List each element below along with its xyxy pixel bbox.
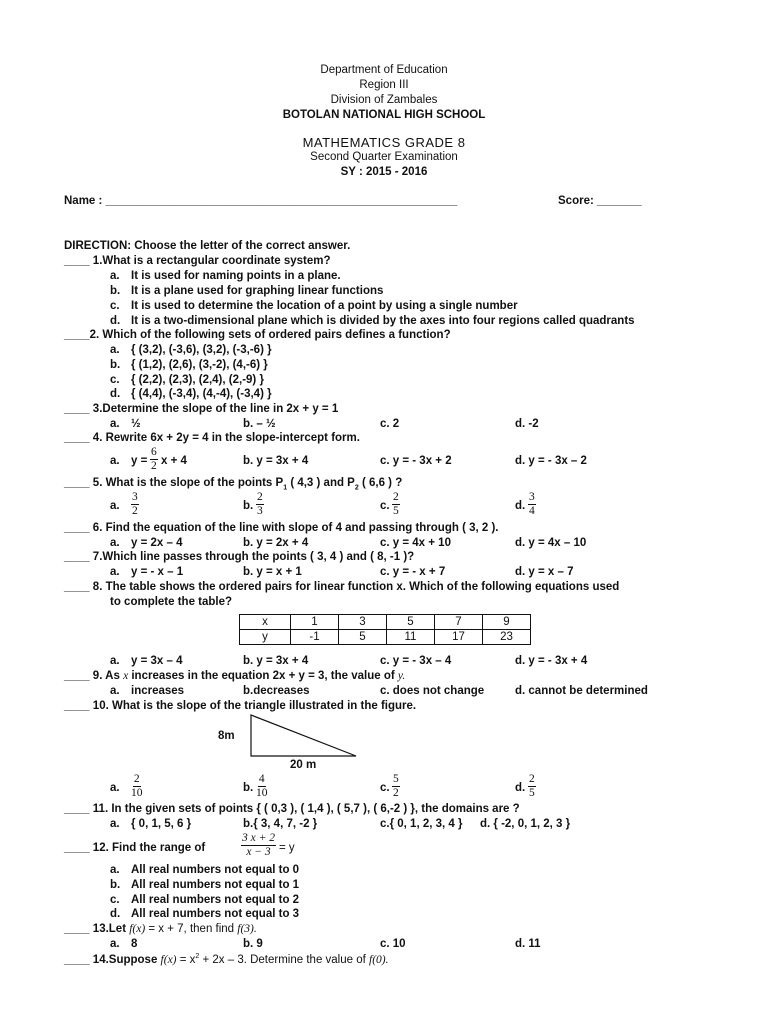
q10-letter-c: c. <box>380 782 390 794</box>
q6-option-a: y = 2x – 4 <box>131 537 183 549</box>
q1-letter-a: a. <box>110 270 120 282</box>
q8-option-d: d. y = - 3x + 4 <box>515 655 588 667</box>
q2-option-d: { (4,4), (-3,4), (4,-4), (-3,4) } <box>131 388 272 400</box>
q10-option-b-fraction: $\frac{4}{10}$ <box>256 773 268 799</box>
q6-option-d: d. y = 4x – 10 <box>515 537 587 549</box>
q1-letter-b: b. <box>110 285 121 297</box>
q4-option-a-pre: y = <box>131 455 148 467</box>
q9-option-b: b.decreases <box>243 685 310 697</box>
table-row <box>240 615 531 630</box>
exam-title: Second Quarter Examination <box>310 151 458 163</box>
q12-fraction: $\frac{3 x + 2}{x - 3}$ <box>242 832 275 858</box>
table-cell: 11 <box>387 630 435 645</box>
table-cell: -1 <box>291 630 339 645</box>
q12-option-c: All real numbers not equal to 2 <box>131 894 300 906</box>
header-line1: Department of Education <box>320 64 448 76</box>
q6-letter-a: a. <box>110 537 120 549</box>
q13-letter-a: a. <box>110 938 120 950</box>
q10-letter-d: d. <box>515 782 526 794</box>
q12-question: ____ 12. Find the range of <box>64 842 206 854</box>
q7-option-d: d. y = x – 7 <box>515 566 574 578</box>
table-cell: 7 <box>435 615 483 630</box>
table-cell: 17 <box>435 630 483 645</box>
q13-option-a: 8 <box>131 938 138 950</box>
q5-letter-c: c. <box>380 500 390 512</box>
q5-option-d-fraction: $\frac{3}{4}$ <box>529 491 535 517</box>
q2-letter-b: b. <box>110 359 121 371</box>
q7-option-c: c. y = - x + 7 <box>380 566 446 578</box>
q9-option-a: increases <box>131 685 185 697</box>
q2-letter-d: d. <box>110 388 121 400</box>
table-row <box>240 630 531 645</box>
q1-letter-d: d. <box>110 315 121 327</box>
q4-question: ____ 4. Rewrite 6x + 2y = 4 in the slope-intercept form. <box>64 432 360 444</box>
q11-letter-a: a. <box>110 818 120 830</box>
q2-letter-a: a. <box>110 344 120 356</box>
q13-option-b: b. 9 <box>243 938 263 950</box>
q13-option-d: d. 11 <box>515 938 541 950</box>
name-field: Name : _______________________________________________________ <box>64 195 458 207</box>
q4-option-d: d. y = - 3x – 2 <box>515 455 587 467</box>
header-line2: Region III <box>359 79 409 91</box>
q5-question: ____ 5. What is the slope of the points $P_1$ ( 4,3 ) and $P_2$ ( 6,6 ) ? <box>64 477 403 492</box>
q11-option-a: { 0, 1, 5, 6 } <box>131 818 192 830</box>
score-field: Score: _______ <box>558 195 642 207</box>
q4-option-b: b. y = 3x + 4 <box>243 455 309 467</box>
q10-option-d-fraction: $\frac{2}{5}$ <box>529 773 535 799</box>
q9-question: ____ 9. As x increases in the equation 2x + y = 3, the value of y. <box>64 670 406 682</box>
triangle-base-label: 20 m <box>290 759 317 771</box>
q12-option-d: All real numbers not equal to 3 <box>131 908 300 920</box>
header-line3: Division of Zambales <box>330 94 438 106</box>
q4-letter-a: a. <box>110 455 120 467</box>
school-name: BOTOLAN NATIONAL HIGH SCHOOL <box>282 109 486 121</box>
q11-question: ____ 11. In the given sets of points { ( 0,3 ), ( 1,4 ), ( 5,7 ), ( 6,-2 ) }, the domains are ? <box>64 803 520 815</box>
q9-option-c: c. does not change <box>380 685 485 697</box>
q11-option-b: b.{ 3, 4, 7, -2 } <box>243 818 318 830</box>
table-cell: 9 <box>483 615 531 630</box>
values-table <box>239 614 531 645</box>
q3-letter-a: a. <box>110 418 120 430</box>
q1-option-c: It is used to determine the location of a point by using a single number <box>131 300 518 312</box>
q5-letter-b: b. <box>243 500 254 512</box>
q8-question-cont: to complete the table? <box>110 596 233 608</box>
table-cell: x <box>240 615 291 630</box>
table-cell: 3 <box>339 615 387 630</box>
q12-letter-d: d. <box>110 908 121 920</box>
q10-letter-b: b. <box>243 782 254 794</box>
q6-option-b: b. y = 2x + 4 <box>243 537 309 549</box>
q9-option-d: d. cannot be determined <box>515 685 648 697</box>
q1-option-d: It is a two-dimensional plane which is divided by the axes into four regions called quadrants <box>131 315 635 327</box>
q7-question: ____ 7.Which line passes through the points ( 3, 4 ) and ( 8, -1 )? <box>64 551 415 563</box>
q2-letter-c: c. <box>110 374 120 386</box>
q6-option-c: c. y = 4x + 10 <box>380 537 451 549</box>
q8-option-b: b. y = 3x + 4 <box>243 655 309 667</box>
q10-letter-a: a. <box>110 782 120 794</box>
q5-letter-a: a. <box>110 500 120 512</box>
q12-option-b: All real numbers not equal to 1 <box>131 879 300 891</box>
q7-option-a: y = - x – 1 <box>131 566 184 578</box>
q9-letter-a: a. <box>110 685 120 697</box>
q8-option-c: c. y = - 3x – 4 <box>380 655 452 667</box>
table-cell: 5 <box>387 615 435 630</box>
q4-option-c: c. y = - 3x + 2 <box>380 455 452 467</box>
q13-question: ____ 13.Let f(x) = x + 7, then find f(3). <box>64 923 257 935</box>
q2-option-c: { (2,2), (2,3), (2,4), (2,-9) } <box>131 374 264 386</box>
subject-title: MATHEMATICS GRADE 8 <box>302 135 466 150</box>
q4-option-a-fraction: $\frac{6}{2}$ <box>151 446 157 472</box>
q3-option-b: b. – ½ <box>243 418 276 430</box>
q5-letter-d: d. <box>515 500 526 512</box>
q1-option-b: It is a plane used for graphing linear functions <box>131 285 384 297</box>
q14-question: ____ 14.Suppose $f(x) = x^2 + 2x - 3$. Determine the value of f(0). <box>64 953 389 966</box>
q11-option-d: d. { -2, 0, 1, 2, 3 } <box>480 818 571 830</box>
q1-option-a: It is used for naming points in a plane. <box>131 270 341 282</box>
school-year: SY : 2015 - 2016 <box>340 166 428 178</box>
table-cell: 1 <box>291 615 339 630</box>
table-cell: y <box>240 630 291 645</box>
q3-option-d: d. -2 <box>515 418 539 430</box>
table-cell: 5 <box>339 630 387 645</box>
table-cell: 23 <box>483 630 531 645</box>
q10-option-a-fraction: $\frac{2}{10}$ <box>131 773 143 799</box>
q7-option-b: b. y = x + 1 <box>243 566 302 578</box>
q2-option-b: { (1,2), (2,6), (3,-2), (4,-6) } <box>131 359 268 371</box>
q2-option-a: { (3,2), (-3,6), (3,2), (-3,-6) } <box>131 344 272 356</box>
q6-question: ____ 6. Find the equation of the line with slope of 4 and passing through ( 3, 2 ). <box>64 522 499 534</box>
q5-option-b-fraction: $\frac{2}{3}$ <box>257 491 263 517</box>
q5-option-c-fraction: $\frac{2}{5}$ <box>393 491 399 517</box>
q7-letter-a: a. <box>110 566 120 578</box>
q8-option-a: y = 3x – 4 <box>131 655 183 667</box>
q11-option-c: c.{ 0, 1, 2, 3, 4 } <box>380 818 463 830</box>
right-triangle-figure <box>250 714 360 758</box>
q1-letter-c: c. <box>110 300 120 312</box>
q5-option-a-fraction: $\frac{3}{2}$ <box>132 491 138 517</box>
q1-question: ____ 1.What is a rectangular coordinate system? <box>64 255 331 267</box>
q3-option-c: c. 2 <box>380 418 400 430</box>
q12-option-a: All real numbers not equal to 0 <box>131 864 300 876</box>
q8-question: ____ 8. The table shows the ordered pairs for linear function x. Which of the following equations used <box>64 581 620 593</box>
q12-letter-b: b. <box>110 879 121 891</box>
q12-equals: = y <box>279 842 295 854</box>
q8-letter-a: a. <box>110 655 120 667</box>
direction: DIRECTION: Choose the letter of the correct answer. <box>64 240 351 252</box>
q13-option-c: c. 10 <box>380 938 406 950</box>
q12-letter-a: a. <box>110 864 120 876</box>
q12-letter-c: c. <box>110 894 120 906</box>
q10-option-c-fraction: $\frac{5}{2}$ <box>393 773 399 799</box>
q10-question: ____ 10. What is the slope of the triangle illustrated in the figure. <box>64 700 417 712</box>
q2-question: ____2. Which of the following sets of ordered pairs defines a function? <box>64 329 451 341</box>
q4-option-a-post: x + 4 <box>161 455 187 467</box>
triangle-height-label: 8m <box>218 730 235 742</box>
q3-question: ____ 3.Determine the slope of the line in 2x + y = 1 <box>64 403 339 415</box>
q3-option-a: ½ <box>131 418 141 430</box>
